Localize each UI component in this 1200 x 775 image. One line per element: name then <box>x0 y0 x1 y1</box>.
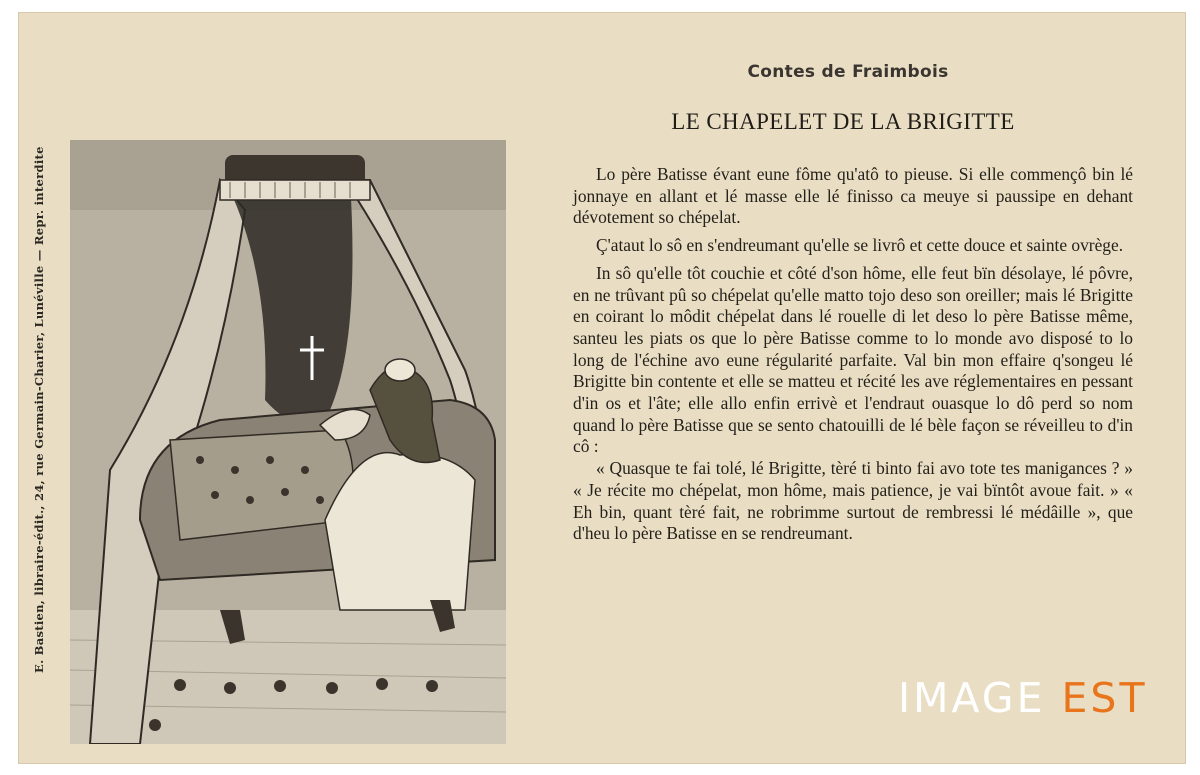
postcard <box>18 12 1186 764</box>
watermark-accent: EST <box>1061 674 1148 722</box>
story-paragraph: « Quasque te fai tolé, lé Brigitte, tèré ti binto fai avo tote tes manigances ? » « Je récite mo chépelat, mon hôme, mais patience, je vai bïntôt avoue fait. » « Eh bin, quant tèré fait, ne robrimme surtout de rembressi lé médâille », que d'heu lo père Batisse en se rendreumant. <box>573 458 1133 544</box>
series-title: Contes de Fraimbois <box>747 62 949 82</box>
story-text <box>573 164 1133 551</box>
bedroom-scene-drawing <box>70 140 506 744</box>
story-paragraph: Lo père Batisse évant eune fôme qu'atô to pieuse. Si elle commençô bin lé jonnaye en allant et lé masse elle lé finisso ca meuye si paussipe en dehant dévotement so chépelat. <box>573 164 1133 228</box>
image-est-watermark <box>898 674 1148 722</box>
publisher-imprint: E. Bastien, libraire-édit., 24, rue Germain-Charier, Lunéville — Repr. interdite <box>32 146 46 674</box>
watermark-text: IMAGE <box>898 674 1046 722</box>
story-title: LE CHAPELET DE LA BRIGITTE <box>671 109 1015 134</box>
bed-illustration <box>70 140 506 744</box>
story-paragraph: Ç'ataut lo sô en s'endreumant qu'elle se livrô et cette douce et sainte ovrège. <box>596 235 1124 256</box>
story-paragraph: In sô qu'elle tôt couchie et côté d'son hôme, elle feut bïn désolaye, lé pôvre, en ne trûvant pû so chépelat qu'elle matto tojo deso son oreiller; mais lé Brigitte en coirant lo môdit chépelat dans lé rouelle di let deso lo père Batisse même, santeu les piats os que lo père Batisse comme to lo monde avo disposé to lo long de l'échine avo eune régularité parfaite. Val bin mon effaire q'songeu lé Brigitte bin contente et elle se matteu et récité les ave réglementaires en pessant d'in os et l'âte; elle allo enfin errivè et l'endraut ouasque lo dô perd so nom quand lo père Batisse que se sento chatouilli de lé bèle façon se réveilleu to d'in cô : <box>573 262 1133 457</box>
